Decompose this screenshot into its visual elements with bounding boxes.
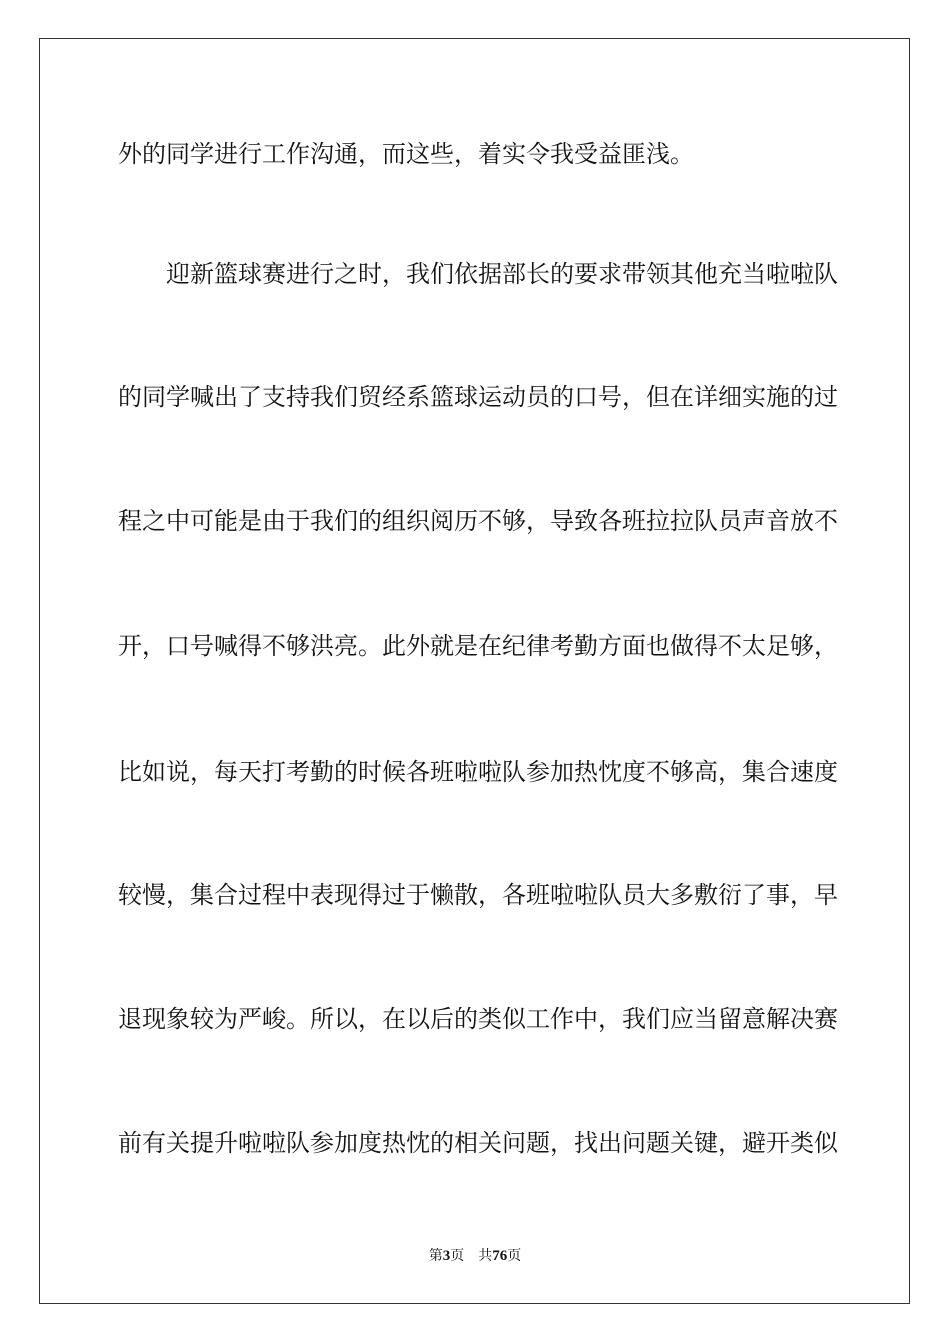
page-border	[39, 38, 910, 1304]
page-number: 3	[442, 1248, 451, 1264]
paragraph-line: 外的同学进行工作沟通，而这些，着实令我受益匪浅。	[118, 140, 694, 168]
total-prefix: 共	[478, 1248, 493, 1264]
paragraph-line: 的同学喊出了支持我们贸经系篮球运动员的口号，但在详细实施的过	[118, 383, 838, 411]
total-pages: 76	[492, 1248, 508, 1264]
paragraph-line: 退现象较为严峻。所以，在以后的类似工作中，我们应当留意解决赛	[118, 1005, 838, 1033]
paragraph-line: 开，口号喊得不够洪亮。此外就是在纪律考勤方面也做得不太足够，	[118, 632, 838, 660]
total-suffix: 页	[507, 1248, 522, 1264]
page-prefix: 第	[428, 1248, 443, 1264]
paragraph-line: 前有关提升啦啦队参加度热忱的相关问题，找出问题关键，避开类似	[118, 1129, 838, 1157]
paragraph-line: 比如说，每天打考勤的时候各班啦啦队参加热忱度不够高，集合速度	[118, 758, 838, 786]
page-suffix: 页	[450, 1248, 465, 1264]
page-footer	[0, 1246, 950, 1266]
paragraph-line: 较慢，集合过程中表现得过于懒散，各班啦啦队员大多敷衍了事，早	[118, 881, 838, 909]
paragraph-line: 迎新篮球赛进行之时，我们依据部长的要求带领其他充当啦啦队	[166, 260, 838, 288]
paragraph-line: 程之中可能是由于我们的组织阅历不够，导致各班拉拉队员声音放不	[118, 507, 838, 535]
